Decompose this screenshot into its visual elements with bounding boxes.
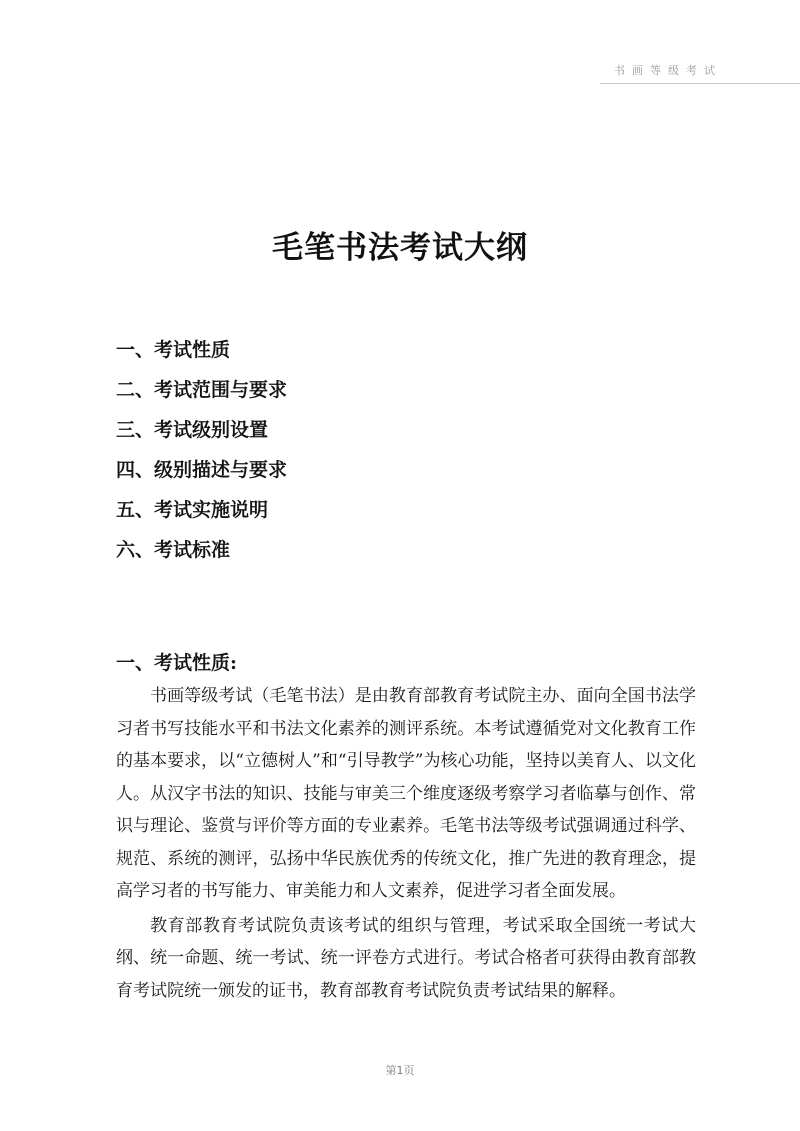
section-body — [116, 680, 696, 1009]
toc-item-5: 五、考试实施说明 — [116, 499, 269, 521]
document-title: 毛笔书法考试大纲 — [272, 230, 528, 266]
body-paragraph-1: 书画等级考试（毛笔书法）是由教育部教育考试院主办、面向全国书法学习者书写技能水平和书法文化素养的测评系统。本考试遵循党对文化教育工作的基本要求，以“立德树人”和“引导教学”为核心功能，坚持以美育人、以文化人。从汉字书法的知识、技能与审美三个维度逐级考察学习者临摹与创作、常识与理论、鉴赏与评价等方面的专业素养。毛笔书法等级考试强调通过科学、规范、系统的测评，弘扬中华民族优秀的传统文化，推广先进的教育理念，提高学习者的书写能力、审美能力和人文素养，促进学习者全面发展。 — [116, 686, 696, 901]
section-heading: 一、考试性质: — [116, 652, 238, 674]
header-rule — [600, 83, 800, 84]
page-number: 第1页 — [385, 1064, 415, 1077]
running-header: 书画等级考试 — [614, 64, 722, 77]
body-paragraph-2: 教育部教育考试院负责该考试的组织与管理，考试采取全国统一考试大纲、统一命题、统一考试、统一评卷方式进行。考试合格者可获得由教育部教育考试院统一颁发的证书，教育部教育考试院负责考试结果的解释。 — [116, 915, 696, 1001]
toc-item-1: 一、考试性质 — [116, 339, 231, 361]
toc-item-2: 二、考试范围与要求 — [116, 379, 288, 401]
toc-item-4: 四、级别描述与要求 — [116, 459, 288, 481]
table-of-contents — [116, 336, 287, 576]
toc-item-3: 三、考试级别设置 — [116, 419, 269, 441]
toc-item-6: 六、考试标准 — [116, 539, 231, 561]
